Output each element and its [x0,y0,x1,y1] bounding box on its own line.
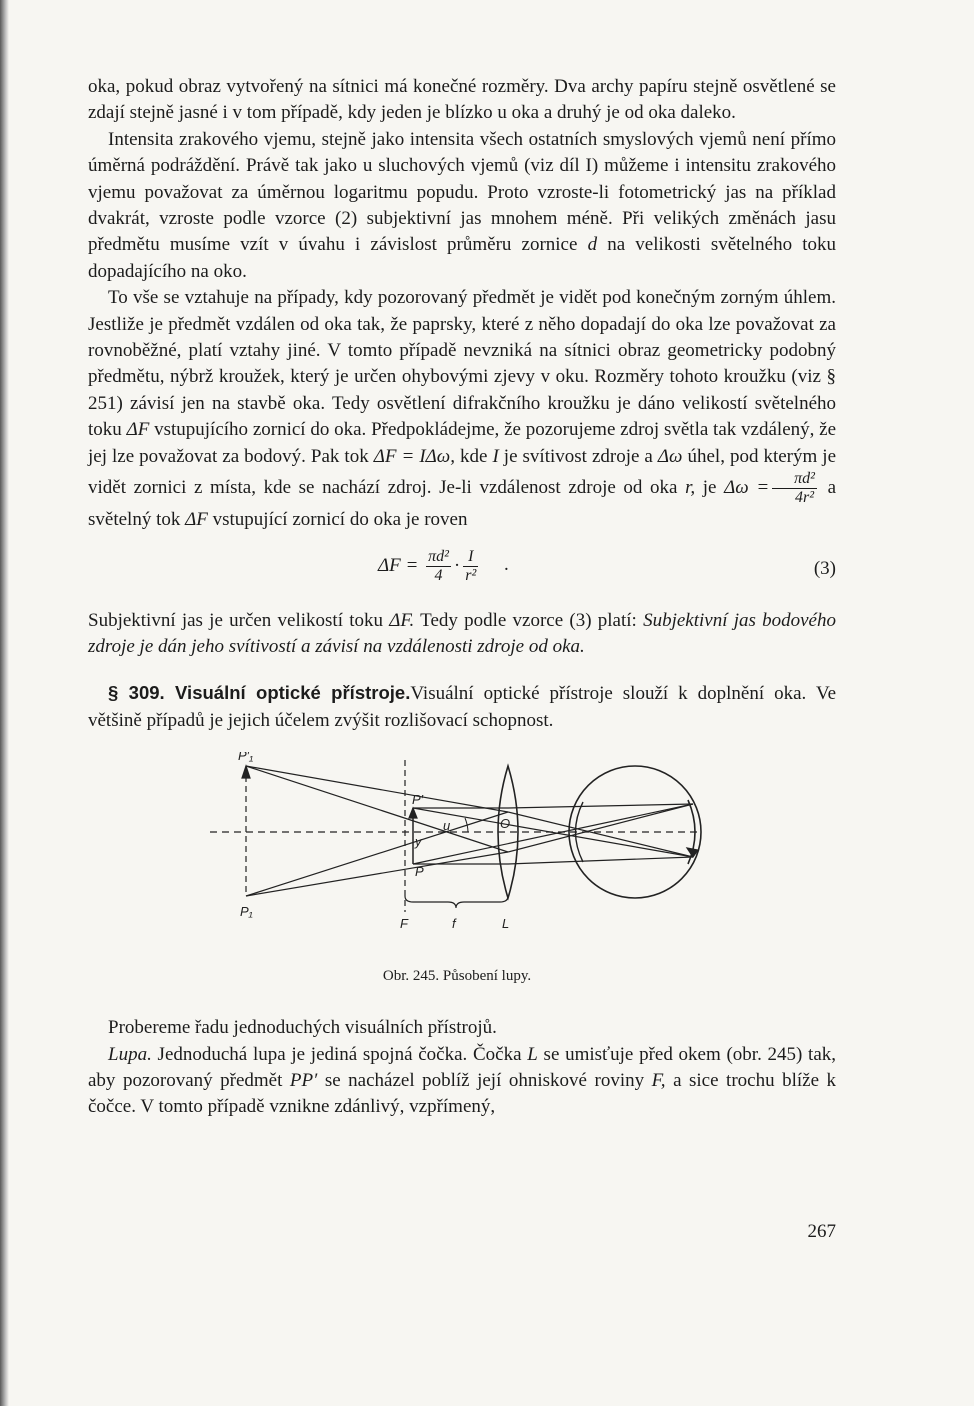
label-y: y [415,834,422,850]
p6-b: se umisťuje před okem (obr. 245) tak, aby pozorovaný předmět [88,1043,837,1091]
p3-h: vstupující zornicí do oka je roven [212,509,468,531]
frac-num: πd² [772,470,817,489]
p4-b: Tedy podle vzorce (3) platí: [420,609,637,631]
p2-text: Intensita zrakového vjemu, stejně jako intensita všech ostatních smyslových vjemů není přímo úměrná podráždění. Právě tak jako u sluchových vjemů (viz díl I) můžeme i intensitu zrakového vjemu považovat za úměrnou logaritmu popudu. Proto vzroste-li fotometrický jas na příklad dvakrát, vzroste podle vzorce (2) subjektivní jas mnohem méně. Při velikých změnách jasu předmětu musíme vzít v úvahu i závislost průměru zornice [88,128,836,256]
paragraph-2 [88,127,836,285]
eq3-lhs: ΔF = [378,554,419,576]
paragraph-1: oka, pokud obraz vytvořený na sítnici má konečné rozměry. Dva archy papíru stejně osvětlené se zdají stejně jasné i v tom případě, kdy jeden je blízko u oka a druhý je od oka daleko. [88,76,836,124]
var-dF-2: ΔF [185,509,208,531]
label-P1: P₁ [240,904,253,920]
ray-1 [246,766,508,812]
frac-den: 4r² [795,489,815,507]
p3-e: úhel, pod kterým je vidět zornici z místa, kde se nachází zdroj. Je-li vzdálenost zdroje od oka [88,445,837,498]
section-text: Visuální optické přístroje slouží k doplnění oka. Ve většině případů je jejich účelem zvýšit rozlišovací schopnost. [88,683,837,731]
p4-a: Subjektivní jas je určen velikostí toku [88,609,383,631]
fraction-omega [772,470,817,507]
paragraph-4 [88,608,836,661]
var-domega: Δω [657,445,683,467]
loupe-diagram [88,752,836,952]
inline-eq-flux: ΔF = IΔω, [373,445,455,467]
p3-f: je [702,476,717,498]
p6-c: se nacházel poblíž její ohniskové roviny [324,1069,645,1091]
equation-3-body [378,548,509,585]
eq3-frac1-num: πd² [428,547,449,565]
var-dF-3: ΔF. [389,609,415,631]
label-P1-prime: P′₁ [238,752,254,764]
scan-edge [0,0,9,1406]
eq3-frac2-den: r² [465,566,477,584]
equation-number: (3) [813,557,836,579]
eq3-frac1-den: 4 [434,566,443,584]
var-I: I [492,445,499,467]
label-P-prime: P′ [412,792,424,808]
eq3-frac1 [426,548,451,585]
eq3-tail: . [504,554,509,576]
lupa-heading: Lupa. [108,1043,152,1065]
var-dF: ΔF [126,419,150,441]
p3-b: vstupujícího zornicí do oka. Předpokládejme, že pozorujeme zdroj světla tak vzdálený, že jej lze považovat za bodový. Pak tok [88,419,837,467]
p3-a: To vše se vztahuje na případy, kdy pozorovaný předmět je vidět pod konečným zorným úhlem. Jestliže je předmět vzdálen od oka tak, že paprsky, které z něho dopadají do oka lze považovat za rovnoběžné, platí vztahy jiné. V tomto případě nevzniká na sítnici obraz geometricky podobný předmětu, nýbrž kroužek, který je určen ohybovými zjevy v oku. Rozměry tohoto kroužku (viz § 251) závisí jen na stavbě oka. Tedy osvětlení difrakčního kroužku je dáno velikostí světelného toku [88,287,836,441]
inline-eq-omega: Δω = [724,476,770,498]
figure-245 [88,752,836,962]
paragraph-5: Probereme řadu jednoduchých visuálních přístrojů. [108,1017,497,1039]
section-309 [88,680,836,734]
eq3-frac2 [463,548,478,585]
eq3-dot: · [453,554,461,576]
ray-3 [246,812,511,896]
ray-4 [246,852,508,896]
var-r: r, [685,476,696,498]
paragraph-6 [88,1042,836,1121]
var-L: L [527,1043,538,1065]
p3-c: kde [460,445,488,467]
equation-3 [88,542,836,598]
focal-length-brace [405,896,508,908]
var-d: d [587,234,598,256]
section-heading: § 309. Visuální optické přístroje. [108,682,411,704]
p6-d: a sice trochu blíže k čočce. V tomto případě vznikne zdánlivý, vzpřímený, [88,1069,837,1118]
eq3-frac2-num: I [463,548,478,567]
p6-a: Jednoduchá lupa je jediná spojná čočka. Čočka [157,1043,522,1065]
label-L: L [502,916,510,932]
p4-italic-statement: Subjektivní jas bodového zdroje je dán jeho svítivostí a závisí na vzdálenosti zdroje od oka. [88,609,836,657]
paragraph-3 [88,285,836,533]
p3-d: je svítivost zdroje a [503,445,653,467]
label-f: f [452,916,456,932]
label-u: u [443,818,451,834]
label-F: F [400,916,408,932]
ray-2 [246,766,511,852]
label-P: P [415,864,424,880]
virtual-image-arrow [242,766,250,778]
var-PP: PP′ [289,1069,318,1091]
page-number: 267 [807,1221,836,1242]
var-F: F, [651,1069,666,1091]
p2-end: na velikosti světelného toku dopadajícího na oko. [88,234,837,282]
figure-caption: Obr. 245. Působení lupy. [382,968,532,985]
p3-g: a světelný tok [88,476,837,531]
label-O: O [500,816,511,832]
page-body [88,74,836,1121]
